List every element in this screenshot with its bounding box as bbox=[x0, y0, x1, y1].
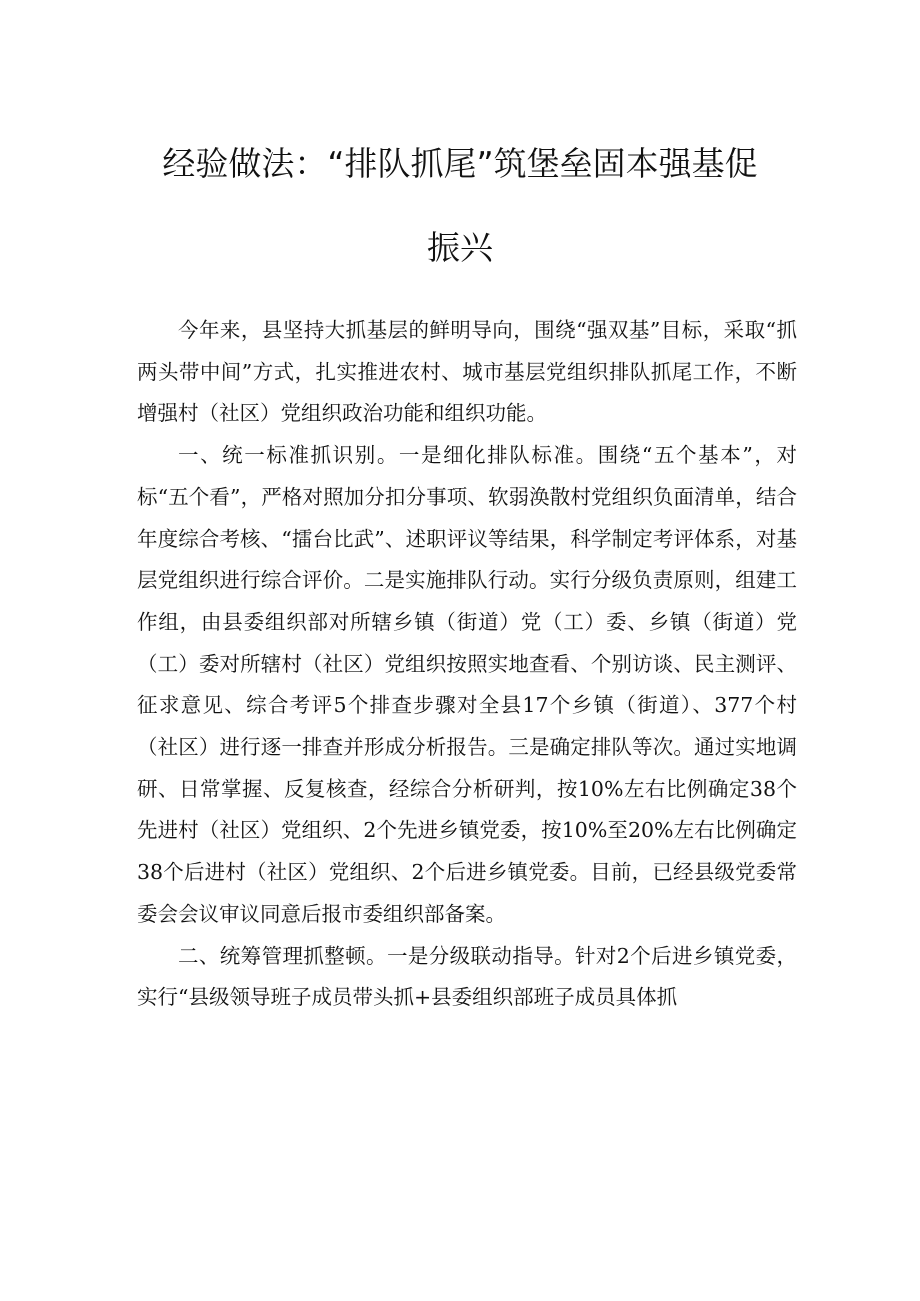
section-2-text: 一是分级联动指导。针对2个后进乡镇党委，实行“县级领导班子成员带头抓+县委组织部班子成员具体抓 bbox=[137, 943, 797, 1010]
intro-paragraph bbox=[137, 310, 797, 435]
section-1-heading: 一、统一标准抓识别。 bbox=[178, 443, 399, 468]
document-body bbox=[137, 310, 797, 1019]
section-2-heading: 二、统筹管理抓整顿。 bbox=[178, 943, 387, 968]
document-title-line-1: 经验做法：“排队抓尾”筑堡垒固本强基促 bbox=[162, 144, 758, 183]
section-1-text: 一是细化排队标准。围绕“五个基本”，对标“五个看”，严格对照加分扣分事项、软弱涣散村党组织负面清单，结合年度综合考核、“擂台比武”、述职评议等结果，科学制定考评体系，对基层党组织进行综合评价。二是实施排队行动。实行分级负责原则，组建工作组，由县委组织部对所辖乡镇（街道）党（工）委、乡镇（街道）党（工）委对所辖村（社区）党组织按照实地查看、个别访谈、民主测评、征求意见、综合考评5个排查步骤对全县17个乡镇（街道）、377个村（社区）进行逐一排查并形成分析报告。三是确定排队等次。通过实地调研、日常掌握、反复核查，经综合分析研判，按10%左右比例确定38个先进村（社区）党组织、2个先进乡镇党委，按10%至20%左右比例确定38个后进村（社区）党组织、2个后进乡镇党委。目前，已经县级党委常委会会议审议同意后报市委组织部备案。 bbox=[137, 443, 797, 926]
document-title-line-2: 振兴 bbox=[427, 228, 493, 267]
section-1-paragraph bbox=[137, 435, 797, 935]
paragraph-text: 今年来，县坚持大抓基层的鲜明导向，围绕“强双基”目标，采取“抓两头带中间”方式，扎实推进农村、城市基层党组织排队抓尾工作，不断增强村（社区）党组织政治功能和组织功能。 bbox=[137, 318, 797, 426]
section-2-paragraph bbox=[137, 936, 797, 1019]
